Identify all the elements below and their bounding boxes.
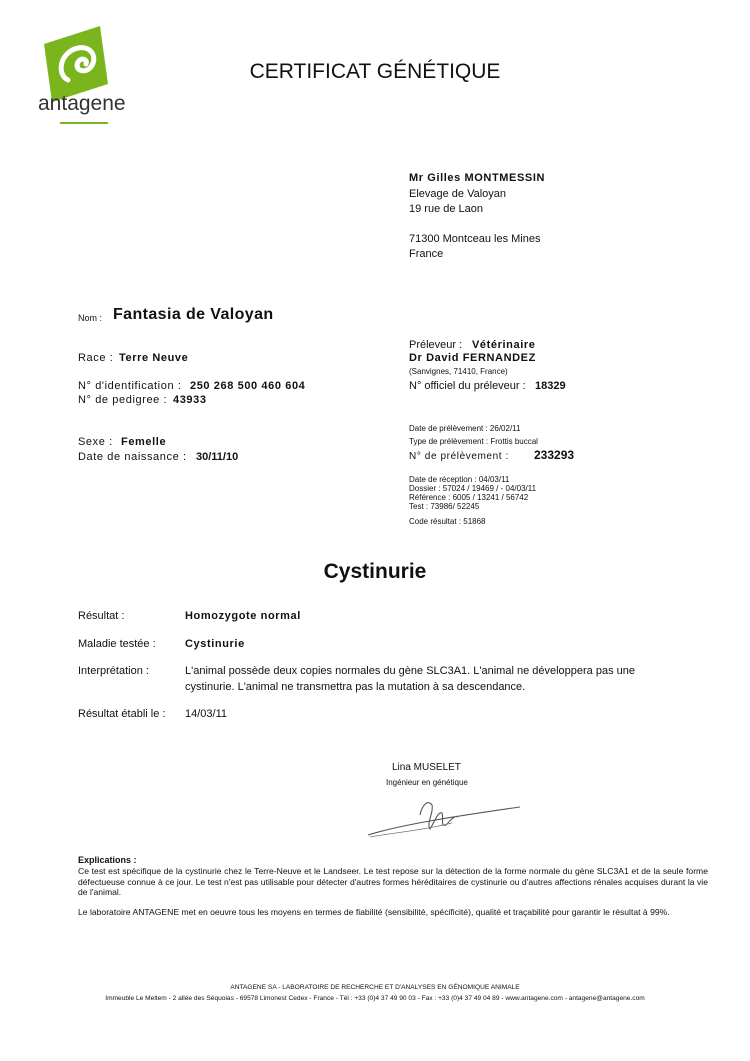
signature-image (360, 795, 530, 843)
preleveur-official-label: N° officiel du préleveur : (409, 380, 526, 392)
resultat-value: Homozygote normal (185, 610, 301, 622)
etabli-value: 14/03/11 (185, 708, 228, 720)
interpretation-line2: cystinurie. L'animal ne transmettra pas la mutation à sa descendance. (185, 681, 526, 693)
explications-heading: Explications : (78, 855, 137, 865)
sexe-value: Femelle (121, 436, 167, 448)
footer-line2: Immeuble Le Meltem - 2 allée des Séquoias - 69578 Limonest Cedex - France - Tél : +33 (0)4 37 49 90 03 - Fax : +33 (0)4 37 49 04 89 - www.antagene.com - antagene@antagene.com (105, 995, 645, 1002)
naissance-value: 30/11/10 (196, 451, 239, 463)
reference: Référence : 6005 / 13241 / 56742 (409, 493, 529, 502)
test-number: Test : 73986/ 52245 (409, 502, 480, 511)
owner-line1: Elevage de Valoyan (409, 188, 507, 200)
preleveur-name: Dr David FERNANDEZ (409, 352, 536, 364)
maladie-label: Maladie testée : (78, 638, 156, 650)
interpretation-line1: L'animal possède deux copies normales du gène SLC3A1. L'animal ne développera pas une (185, 665, 636, 677)
etabli-label: Résultat établi le : (78, 708, 166, 720)
explications-text2: Le laboratoire ANTAGENE met en oeuvre tous les moyens en termes de fiabilité (sensibilité, spécificité), qualité et traçabilité pour garantir le résultat à 99%. (78, 907, 670, 917)
code-resultat: Code résultat : 51868 (409, 517, 486, 526)
preleveur-location: (Sanvignes, 71410, France) (409, 367, 508, 376)
owner-line3: 71300 Montceau les Mines (409, 233, 541, 245)
certificate-title: CERTIFICAT GÉNÉTIQUE (249, 60, 501, 83)
num-prelevement-label: N° de prélèvement : (409, 451, 509, 462)
signatory-title: Ingénieur en génétique (386, 778, 468, 787)
naissance-label: Date de naissance : (78, 451, 187, 463)
logo-wordmark: antagene (38, 92, 126, 115)
id-label: N° d'identification : (78, 380, 182, 392)
signatory-name: Lina MUSELET (392, 762, 461, 773)
id-value: 250 268 500 460 604 (190, 380, 306, 392)
type-prelevement: Type de prélèvement : Frottis buccal (409, 437, 538, 446)
date-reception: Date de réception : 04/03/11 (409, 475, 510, 484)
preleveur-value: Vétérinaire (472, 339, 536, 351)
sexe-label: Sexe : (78, 436, 113, 448)
maladie-value: Cystinurie (185, 638, 245, 650)
pedigree-value: 43933 (173, 394, 207, 406)
interpretation-label: Interprétation : (78, 665, 149, 677)
race-value: Terre Neuve (119, 352, 189, 364)
owner-name: Mr Gilles MONTMESSIN (409, 172, 546, 184)
resultat-label: Résultat : (78, 610, 125, 622)
footer-line1: ANTAGENE SA - LABORATOIRE DE RECHERCHE ET D'ANALYSES EN GÉNOMIQUE ANIMALE (230, 984, 520, 991)
owner-line4: France (409, 248, 444, 260)
owner-line2: 19 rue de Laon (409, 203, 484, 215)
nom-value: Fantasia de Valoyan (113, 306, 274, 323)
explications-text: Ce test est spécifique de la cystinurie chez le Terre-Neuve et le Landseer. Le test repose sur la détection de la forme normale du gène SLC3A1 et de la seule forme défectueuse connue à ce jour. Le test n'est pas utilisable pour détecter d'autres formes héréditaires de cystinurie ou d'autres affections rénales acquises durant la vie de l'animal. (78, 866, 708, 897)
dossier: Dossier : 57024 / 19469 / - 04/03/11 (409, 484, 537, 493)
nom-label: Nom : (78, 313, 103, 323)
race-label: Race : (78, 352, 114, 364)
preleveur-official-value: 18329 (535, 380, 566, 392)
preleveur-label: Préleveur : (409, 339, 463, 351)
pedigree-label: N° de pedigree : (78, 394, 168, 406)
date-prelevement: Date de prélèvement : 26/02/11 (409, 424, 521, 433)
num-prelevement-value: 233293 (534, 448, 575, 462)
section-title: Cystinurie (323, 560, 427, 583)
